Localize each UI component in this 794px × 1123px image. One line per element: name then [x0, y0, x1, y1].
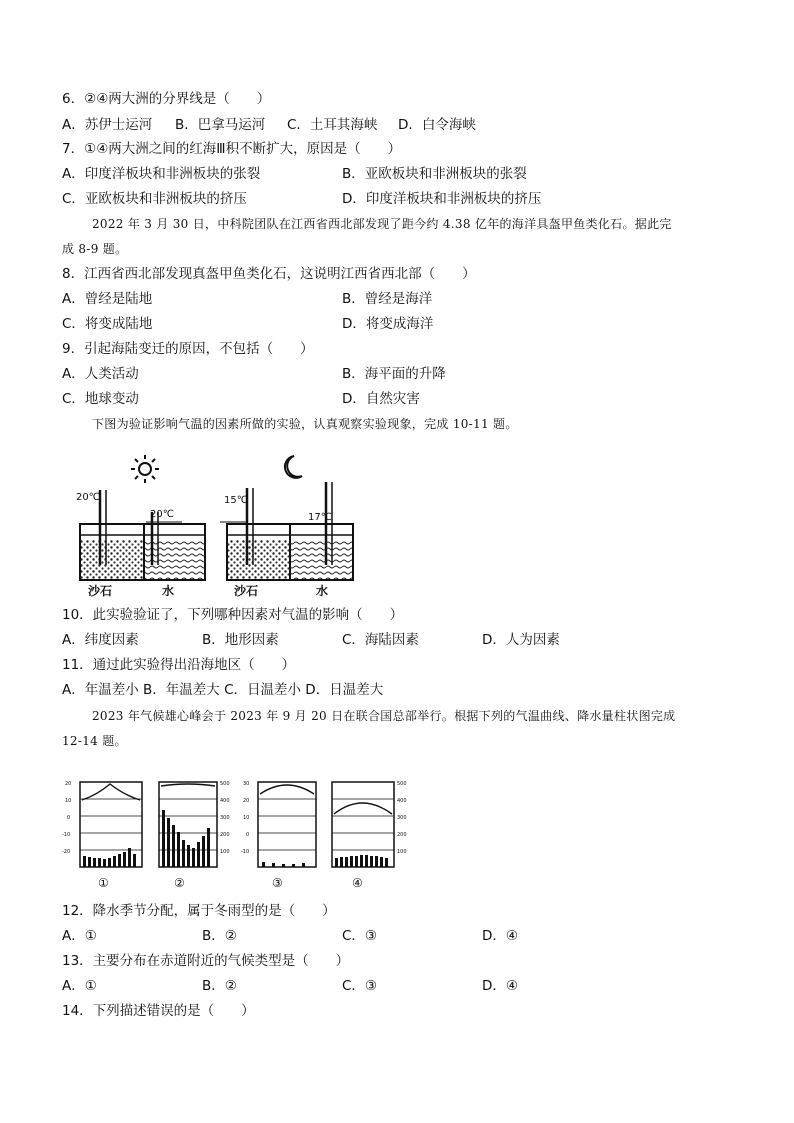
q7-stem: 7．①④两大洲之间的红海Ⅲ积不断扩大，原因是（ ） [62, 141, 402, 157]
q12-option-d: D．④ [482, 928, 518, 944]
day-sand-temp: 20℃ [76, 492, 100, 503]
svg-text:10: 10 [243, 815, 250, 821]
passage-fossil-line2: 成 8-9 题。 [62, 242, 128, 256]
q11-options: A．年温差小 B．年温差大 C．日温差小 D．日温差大 [62, 682, 384, 698]
passage-experiment: 下图为验证影响气温的因素所做的实验，认真观察实验现象，完成 10-11 题。 [92, 417, 518, 431]
day-experiment [80, 490, 205, 580]
svg-text:30: 30 [243, 781, 250, 787]
q7-option-b: B．亚欧板块和非洲板块的张裂 [342, 166, 527, 182]
climate-chart-label-4: ④ [352, 876, 363, 890]
svg-text:100: 100 [397, 849, 407, 855]
q12-option-c: C．③ [342, 928, 378, 944]
svg-text:0: 0 [67, 815, 71, 821]
q8-option-b: B．曾经是海洋 [342, 291, 433, 307]
svg-text:400: 400 [397, 798, 407, 804]
q10-stem: 10．此实验验证了，下列哪种因素对气温的影响（ ） [62, 607, 404, 623]
q8-option-c: C．将变成陆地 [62, 316, 153, 332]
sun-icon [131, 455, 159, 483]
svg-text:300: 300 [397, 815, 407, 821]
passage-climate-line2: 12-14 题。 [62, 734, 127, 748]
q10-option-d: D．人为因素 [482, 632, 560, 648]
svg-text:300: 300 [220, 815, 230, 821]
night-sand-temp: 15℃ [224, 495, 248, 506]
climate-chart-1 [62, 781, 142, 867]
q9-stem: 9．引起海陆变迁的原因，不包括（ ） [62, 341, 314, 357]
q9-option-b: B．海平面的升降 [342, 366, 446, 382]
q10-option-a: A．纬度因素 [62, 632, 139, 648]
q6-option-c: C．土耳其海峡 [287, 117, 378, 133]
day-water-temp: 20℃ [150, 509, 174, 520]
q6-option-a: A．苏伊士运河 [62, 117, 153, 133]
svg-text:20: 20 [243, 798, 250, 804]
q13-option-b: B．② [202, 978, 237, 994]
svg-text:500: 500 [397, 781, 407, 787]
q13-stem: 13．主要分布在赤道附近的气候类型是（ ） [62, 953, 350, 969]
night-water-temp: 17℃ [308, 512, 332, 523]
night-water-label: 水 [316, 584, 329, 598]
svg-text:0: 0 [246, 832, 250, 838]
q13-option-a: A．① [62, 978, 97, 994]
svg-text:20: 20 [65, 781, 72, 787]
q14-stem: 14．下列描述错误的是（ ） [62, 1003, 255, 1019]
climate-chart-label-1: ① [98, 876, 109, 890]
day-sand-label: 沙石 [88, 584, 113, 598]
q9-option-d: D．自然灾害 [342, 391, 420, 407]
climate-chart-4 [332, 781, 407, 867]
climate-chart-label-2: ② [174, 876, 185, 890]
q13-option-d: D．④ [482, 978, 518, 994]
experiment-figure [62, 450, 372, 600]
moon-icon [285, 456, 302, 478]
svg-text:200: 200 [397, 832, 407, 838]
svg-text:-20: -20 [62, 849, 71, 855]
climate-chart-label-3: ③ [272, 876, 283, 890]
night-sand-label: 沙石 [234, 584, 259, 598]
q11-stem: 11．通过此实验得出沿海地区（ ） [62, 657, 296, 673]
passage-climate-line1: 2023 年气候雄心峰会于 2023 年 9 月 20 日在联合国总部举行。根据下列的气温曲线、降水量柱状图完成 [92, 709, 676, 723]
svg-text:-10: -10 [241, 849, 250, 855]
q10-option-b: B．地形因素 [202, 632, 279, 648]
q12-stem: 12．降水季节分配，属于冬雨型的是（ ） [62, 903, 336, 919]
q13-option-c: C．③ [342, 978, 378, 994]
q9-option-c: C．地球变动 [62, 391, 139, 407]
svg-text:400: 400 [220, 798, 230, 804]
q8-stem: 8．江西省西北部发现真盔甲鱼类化石，这说明江西省西北部（ ） [62, 266, 476, 282]
svg-text:10: 10 [65, 798, 72, 804]
svg-text:200: 200 [220, 832, 230, 838]
day-water-label: 水 [162, 584, 175, 598]
svg-text:-10: -10 [62, 832, 71, 838]
q6-option-b: B．巴拿马运河 [175, 117, 266, 133]
passage-fossil-line1: 2022 年 3 月 30 日，中科院团队在江西省西北部发现了距今约 4.38 亿年的海洋具盔甲鱼类化石。据此完 [92, 217, 672, 231]
q10-option-c: C．海陆因素 [342, 632, 419, 648]
q7-option-d: D．印度洋板块和非洲板块的挤压 [342, 191, 542, 207]
q12-option-a: A．① [62, 928, 97, 944]
svg-text:500: 500 [220, 781, 230, 787]
climate-chart-3 [241, 781, 316, 867]
q6-option-d: D．白令海峡 [398, 117, 476, 133]
q7-option-a: A．印度洋板块和非洲板块的张裂 [62, 166, 261, 182]
svg-text:100: 100 [220, 849, 230, 855]
q7-option-c: C．亚欧板块和非洲板块的挤压 [62, 191, 247, 207]
q8-option-a: A．曾经是陆地 [62, 291, 153, 307]
q9-option-a: A．人类活动 [62, 366, 139, 382]
climate-charts-figure [62, 770, 422, 892]
q6-stem: 6．②④两大洲的分界线是（ ） [62, 91, 271, 107]
q8-option-d: D．将变成海洋 [342, 316, 434, 332]
q12-option-b: B．② [202, 928, 237, 944]
climate-chart-2 [159, 781, 230, 867]
